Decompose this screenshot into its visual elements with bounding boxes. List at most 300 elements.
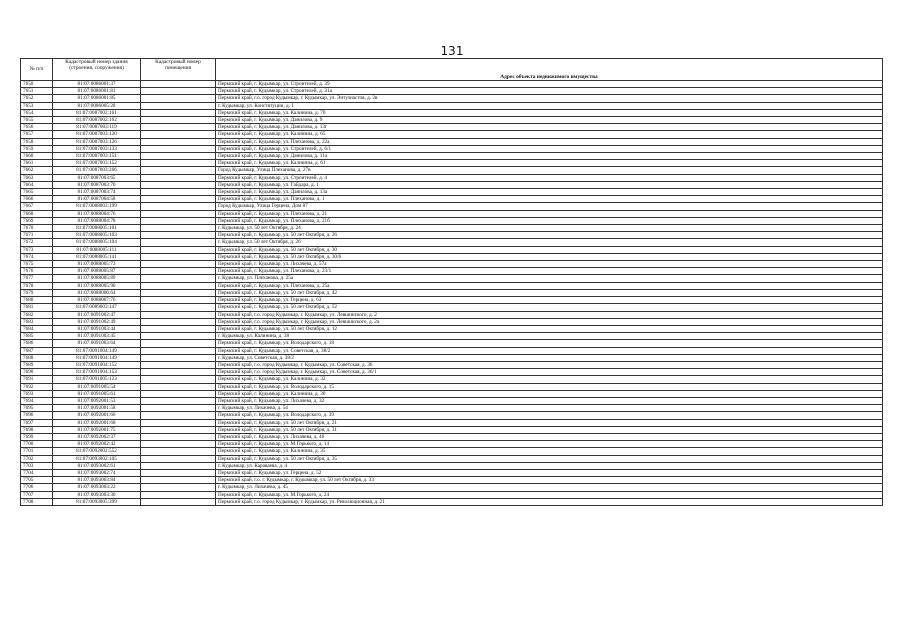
kadastr-premise-cell bbox=[141, 189, 216, 196]
table-row bbox=[21, 138, 883, 145]
address-cell: Пермский край, г. Кудымкар, ул. Володарского, д. 18 bbox=[216, 340, 883, 347]
row-number-cell: 7670 bbox=[21, 225, 53, 232]
table-row bbox=[21, 433, 883, 440]
table-row bbox=[21, 196, 883, 203]
address-cell: Пермский край, г. Кудымкар, ул. 50 лет Октября, д. 12 bbox=[216, 325, 883, 332]
kadastr-premise-cell bbox=[141, 253, 216, 260]
kadastr-premise-cell bbox=[141, 131, 216, 138]
address-cell: Пермский край, г. Кудымкар, ул. Плеханова, д. 25а bbox=[216, 282, 883, 289]
kadastr-premise-cell bbox=[141, 81, 216, 88]
table-row bbox=[21, 412, 883, 419]
kadastr-building-cell: 81:07:0091005:123 bbox=[53, 376, 141, 383]
table-row bbox=[21, 441, 883, 448]
row-number-cell: 7696 bbox=[21, 412, 53, 419]
kadastr-building-cell: 81:07:0091003:45 bbox=[53, 333, 141, 340]
kadastr-premise-cell bbox=[141, 239, 216, 246]
row-number-cell: 7671 bbox=[21, 232, 53, 239]
address-cell: Пермский край, г.о. город Кудымкар, г. Кудымкар, ул. Энтузиастов, д. 2в bbox=[216, 95, 883, 102]
table-row bbox=[21, 455, 883, 462]
table-row bbox=[21, 311, 883, 318]
table-row bbox=[21, 102, 883, 109]
kadastr-premise-cell bbox=[141, 469, 216, 476]
row-number-cell: 7684 bbox=[21, 325, 53, 332]
row-number-cell: 7678 bbox=[21, 282, 53, 289]
kadastr-building-cell: 81:07:0088005:104 bbox=[53, 239, 141, 246]
address-cell: Пермский край, г. Кудымкар, ул. Данилова, д. 13г bbox=[216, 124, 883, 131]
kadastr-premise-cell bbox=[141, 117, 216, 124]
address-cell: Пермский край, г. Кудымкар, ул. Калинина, д. 65 bbox=[216, 131, 883, 138]
kadastr-premise-cell bbox=[141, 304, 216, 311]
address-cell: Пермский край, г. Кудымкар, ул. 50 лет Октября, д. 26 bbox=[216, 232, 883, 239]
table-row bbox=[21, 189, 883, 196]
table-row bbox=[21, 498, 883, 505]
table-row bbox=[21, 340, 883, 347]
kadastr-premise-cell bbox=[141, 462, 216, 469]
kadastr-building-cell: 81:07:0093005:399 bbox=[53, 498, 141, 505]
row-number-cell: 7701 bbox=[21, 448, 53, 455]
kadastr-building-cell: 81:07:0093002:74 bbox=[53, 469, 141, 476]
row-number-cell: 7683 bbox=[21, 318, 53, 325]
kadastr-building-cell: 81:07:0093002:61 bbox=[53, 462, 141, 469]
kadastr-premise-cell bbox=[141, 433, 216, 440]
row-number-cell: 7697 bbox=[21, 419, 53, 426]
address-cell: Пермский край, г.о. город Кудымкар, г. Кудымкар, ул. Советская, д. 36/1 bbox=[216, 369, 883, 376]
row-number-cell: 7661 bbox=[21, 160, 53, 167]
document-body bbox=[20, 58, 882, 506]
kadastr-building-cell: 81:07:0088003:199 bbox=[53, 203, 141, 210]
kadastr-building-cell: 81:07:0087002:162 bbox=[53, 117, 141, 124]
table-row bbox=[21, 318, 883, 325]
table-row bbox=[21, 217, 883, 224]
table-row bbox=[21, 109, 883, 116]
kadastr-premise-cell bbox=[141, 311, 216, 318]
kadastr-premise-cell bbox=[141, 203, 216, 210]
table-row bbox=[21, 390, 883, 397]
row-number-cell: 7702 bbox=[21, 455, 53, 462]
property-table bbox=[20, 58, 883, 506]
address-cell: Пермский край, г. Кудымкар, ул. Калинина, д. 70 bbox=[216, 109, 883, 116]
kadastr-premise-cell bbox=[141, 196, 216, 203]
row-number-cell: 7673 bbox=[21, 246, 53, 253]
row-number-cell: 7706 bbox=[21, 484, 53, 491]
kadastr-premise-cell bbox=[141, 275, 216, 282]
table-row bbox=[21, 469, 883, 476]
kadastr-building-cell: 81:07:0091004:152 bbox=[53, 361, 141, 368]
kadastr-building-cell: 81:07:0093003:84 bbox=[53, 477, 141, 484]
address-cell: Пермский край, г. Кудымкар, ул. М.Горького, д. 14 bbox=[216, 441, 883, 448]
kadastr-premise-cell bbox=[141, 225, 216, 232]
kadastr-building-cell: 81:07:0091003:64 bbox=[53, 340, 141, 347]
row-number-cell: 7676 bbox=[21, 268, 53, 275]
address-cell: Пермский край, г. Кудымкар, ул. Калинина, д. 32 bbox=[216, 376, 883, 383]
kadastr-building-cell: 81:07:0092001:66 bbox=[53, 412, 141, 419]
header-address: Адрес объекта недвижимого имущества bbox=[216, 59, 883, 81]
address-cell: Пермский край, г. Кудымкар, ул. Плеханова, д. 23/1 bbox=[216, 268, 883, 275]
row-number-cell: 7689 bbox=[21, 361, 53, 368]
kadastr-building-cell: 81:07:0093002:105 bbox=[53, 455, 141, 462]
row-number-cell: 7658 bbox=[21, 138, 53, 145]
table-row bbox=[21, 246, 883, 253]
kadastr-building-cell: 81:07:0093003:22 bbox=[53, 484, 141, 491]
kadastr-building-cell: 81:07:0088004:78 bbox=[53, 217, 141, 224]
kadastr-building-cell: 81:07:0086005:28 bbox=[53, 102, 141, 109]
kadastr-building-cell: 81:07:0091002:49 bbox=[53, 318, 141, 325]
kadastr-building-cell: 81:07:0091005:61 bbox=[53, 390, 141, 397]
table-row bbox=[21, 491, 883, 498]
table-row bbox=[21, 160, 883, 167]
row-number-cell: 7682 bbox=[21, 311, 53, 318]
table-row bbox=[21, 347, 883, 354]
address-cell: Пермский край, г. Кудымкар, ул. Плеханова, д. 22а bbox=[216, 138, 883, 145]
kadastr-building-cell: 81:07:0088005:103 bbox=[53, 232, 141, 239]
kadastr-premise-cell bbox=[141, 498, 216, 505]
address-cell: Пермский край, г.о. г. Кудымкар, г. Кудымкар, ул. 50 лет Октября, д. 33 bbox=[216, 477, 883, 484]
row-number-cell: 7653 bbox=[21, 102, 53, 109]
row-number-cell: 7694 bbox=[21, 397, 53, 404]
table-row bbox=[21, 88, 883, 95]
table-row bbox=[21, 397, 883, 404]
address-cell: Пермский край, г. Кудымкар, ул. 50 лет Октября, д. 30 bbox=[216, 246, 883, 253]
table-row bbox=[21, 405, 883, 412]
address-cell: Пермский край, г. Кудымкар, ул. 50 лет Октября, д. 35 bbox=[216, 455, 883, 462]
kadastr-premise-cell bbox=[141, 419, 216, 426]
address-cell: Пермский край, г. Кудымкар, ул. Плеханова, д. 21 bbox=[216, 210, 883, 217]
address-cell: г. Кудымкар, ул. Лихачева, д. 54 bbox=[216, 405, 883, 412]
row-number-cell: 7663 bbox=[21, 174, 53, 181]
kadastr-premise-cell bbox=[141, 217, 216, 224]
kadastr-building-cell: 81:07:0087003:266 bbox=[53, 167, 141, 174]
kadastr-premise-cell bbox=[141, 397, 216, 404]
table-body bbox=[21, 81, 883, 506]
address-cell: Пермский край, г. Кудымкар, ул. Данилова, д. 9 bbox=[216, 117, 883, 124]
kadastr-premise-cell bbox=[141, 484, 216, 491]
address-cell: г. Кудымкар, ул. Советская, д. 38/2 bbox=[216, 354, 883, 361]
kadastr-building-cell: 81:07:0086001:81 bbox=[53, 88, 141, 95]
table-row bbox=[21, 268, 883, 275]
kadastr-premise-cell bbox=[141, 153, 216, 160]
address-cell: Пермский край, г. Кудымкар, ул. 50 лет Октября, д. 31 bbox=[216, 426, 883, 433]
kadastr-premise-cell bbox=[141, 124, 216, 131]
row-number-cell: 7674 bbox=[21, 253, 53, 260]
row-number-cell: 7705 bbox=[21, 477, 53, 484]
table-row bbox=[21, 117, 883, 124]
address-cell: Пермский край, г. Кудымкар, ул. Строителей, д. 39 bbox=[216, 81, 883, 88]
kadastr-building-cell: 81:07:0088005:73 bbox=[53, 261, 141, 268]
kadastr-premise-cell bbox=[141, 376, 216, 383]
row-number-cell: 7688 bbox=[21, 354, 53, 361]
address-cell: Пермский край, г. Кудымкар, ул. М.Горького, д. 24 bbox=[216, 491, 883, 498]
address-cell: г. Кудымкар, ул. Караваева, д. 4 bbox=[216, 462, 883, 469]
kadastr-building-cell: 81:07:0088005:90 bbox=[53, 282, 141, 289]
kadastr-premise-cell bbox=[141, 289, 216, 296]
row-number-cell: 7686 bbox=[21, 340, 53, 347]
address-cell: Пермский край, г. Кудымкар, ул. 50 лет Октября, д. 30/6 bbox=[216, 253, 883, 260]
table-row bbox=[21, 325, 883, 332]
kadastr-building-cell: 81:07:0087003:126 bbox=[53, 138, 141, 145]
address-cell: г. Кудымкар, ул. 50 лет Октября, д. 24 bbox=[216, 225, 883, 232]
address-cell: Город Кудымкар, Улица Плеханова, д. 27в bbox=[216, 167, 883, 174]
row-number-cell: 7667 bbox=[21, 203, 53, 210]
table-row bbox=[21, 225, 883, 232]
kadastr-building-cell: 81:07:0087003:133 bbox=[53, 145, 141, 152]
address-cell: Пермский край, г. Кудымкар, ул. Лихачева, д. 57а bbox=[216, 261, 883, 268]
row-number-cell: 7659 bbox=[21, 145, 53, 152]
address-cell: Пермский край, г. Кудымкар, ул. Герцена, д. 52 bbox=[216, 469, 883, 476]
table-row bbox=[21, 181, 883, 188]
table-row bbox=[21, 232, 883, 239]
row-number-cell: 7679 bbox=[21, 289, 53, 296]
address-cell: Пермский край, г. Кудымкар, ул. Герцена, д. 63 bbox=[216, 297, 883, 304]
kadastr-premise-cell bbox=[141, 426, 216, 433]
row-number-cell: 7708 bbox=[21, 498, 53, 505]
kadastr-building-cell: 81:07:0087004:58 bbox=[53, 196, 141, 203]
kadastr-building-cell: 81:07:0091005:54 bbox=[53, 383, 141, 390]
address-cell: г. Кудымкар, ул. Плеханова, д. 25а bbox=[216, 275, 883, 282]
header-kadastr-premise: Кадастровый номер помещения bbox=[141, 59, 216, 81]
address-cell: Пермский край, г. Кудымкар, ул. Плеханова, д. 1 bbox=[216, 196, 883, 203]
kadastr-premise-cell bbox=[141, 174, 216, 181]
kadastr-building-cell: 81:07:0089003:147 bbox=[53, 304, 141, 311]
header-kadastr-building: Кадастровый номер здания (строения, сооружения) bbox=[53, 59, 141, 81]
kadastr-premise-cell bbox=[141, 145, 216, 152]
table-row bbox=[21, 448, 883, 455]
page-number: 131 bbox=[440, 44, 464, 58]
address-cell: г. Кудымкар, ул. 50 лет Октября, д. 26 bbox=[216, 239, 883, 246]
kadastr-premise-cell bbox=[141, 325, 216, 332]
table-row bbox=[21, 426, 883, 433]
kadastr-premise-cell bbox=[141, 448, 216, 455]
table-row bbox=[21, 462, 883, 469]
kadastr-building-cell: 81:07:0087003:65 bbox=[53, 174, 141, 181]
table-header-row bbox=[21, 59, 883, 81]
kadastr-building-cell: 81:07:0088004:76 bbox=[53, 210, 141, 217]
table-row bbox=[21, 383, 883, 390]
table-row bbox=[21, 297, 883, 304]
kadastr-premise-cell bbox=[141, 333, 216, 340]
kadastr-building-cell: 81:07:0092001:53 bbox=[53, 397, 141, 404]
header-number: № п/п bbox=[21, 59, 53, 81]
address-cell: Пермский край, г. Кудымкар, ул. Советская, д. 38/2 bbox=[216, 347, 883, 354]
row-number-cell: 7668 bbox=[21, 210, 53, 217]
row-number-cell: 7695 bbox=[21, 405, 53, 412]
address-cell: Пермский край, г. Кудымкар, ул. Лихачева, д. 32 bbox=[216, 397, 883, 404]
address-cell: г. Кудымкар, ул. Калинина, д. 38 bbox=[216, 333, 883, 340]
row-number-cell: 7652 bbox=[21, 95, 53, 102]
table-row bbox=[21, 153, 883, 160]
table-row bbox=[21, 203, 883, 210]
row-number-cell: 7692 bbox=[21, 383, 53, 390]
address-cell: Пермский край, г. Кудымкар, ул. Калинина, д. 35 bbox=[216, 448, 883, 455]
row-number-cell: 7680 bbox=[21, 297, 53, 304]
address-cell: Пермский край, г. Кудымкар, ул. Строителей, д. 4 bbox=[216, 174, 883, 181]
kadastr-premise-cell bbox=[141, 268, 216, 275]
row-number-cell: 7672 bbox=[21, 239, 53, 246]
kadastr-premise-cell bbox=[141, 246, 216, 253]
kadastr-building-cell: 81:07:0091004:149 bbox=[53, 354, 141, 361]
kadastr-premise-cell bbox=[141, 383, 216, 390]
address-cell: Пермский край, г. Кудымкар, ул. 50 лет Октября, д. 42 bbox=[216, 289, 883, 296]
kadastr-building-cell: 81:07:0086001:85 bbox=[53, 95, 141, 102]
row-number-cell: 7666 bbox=[21, 196, 53, 203]
kadastr-building-cell: 81:07:0092002:552 bbox=[53, 448, 141, 455]
kadastr-building-cell: 81:07:0088005:87 bbox=[53, 268, 141, 275]
kadastr-premise-cell bbox=[141, 282, 216, 289]
table-row bbox=[21, 361, 883, 368]
row-number-cell: 7654 bbox=[21, 109, 53, 116]
kadastr-building-cell: 81:07:0092001:58 bbox=[53, 405, 141, 412]
kadastr-building-cell: 81:07:0092001:75 bbox=[53, 426, 141, 433]
address-cell: Пермский край, г. Кудымкар, ул. Плеханова, д. 21б bbox=[216, 217, 883, 224]
address-cell: Пермский край, г. Кудымкар, ул. Калинина, д. 61 bbox=[216, 160, 883, 167]
kadastr-building-cell: 81:07:0091004:149 bbox=[53, 347, 141, 354]
kadastr-building-cell: 81:07:0087003:152 bbox=[53, 160, 141, 167]
row-number-cell: 7656 bbox=[21, 124, 53, 131]
kadastr-building-cell: 81:07:0093003:30 bbox=[53, 491, 141, 498]
address-cell: Пермский край, г. Кудымкар, ул. 50 лет Октября, д. 52 bbox=[216, 304, 883, 311]
row-number-cell: 7691 bbox=[21, 376, 53, 383]
row-number-cell: 7665 bbox=[21, 189, 53, 196]
address-cell: Пермский край, г. Кудымкар, ул. Строителей, д. 31а bbox=[216, 88, 883, 95]
table-row bbox=[21, 484, 883, 491]
row-number-cell: 7690 bbox=[21, 369, 53, 376]
kadastr-building-cell: 81:07:0086001:37 bbox=[53, 81, 141, 88]
kadastr-premise-cell bbox=[141, 95, 216, 102]
table-row bbox=[21, 95, 883, 102]
kadastr-building-cell: 81:07:0091002:47 bbox=[53, 311, 141, 318]
kadastr-premise-cell bbox=[141, 297, 216, 304]
kadastr-building-cell: 81:07:0088005:111 bbox=[53, 246, 141, 253]
row-number-cell: 7698 bbox=[21, 426, 53, 433]
table-row bbox=[21, 239, 883, 246]
kadastr-premise-cell bbox=[141, 232, 216, 239]
row-number-cell: 7650 bbox=[21, 81, 53, 88]
kadastr-premise-cell bbox=[141, 167, 216, 174]
kadastr-building-cell: 81:07:0088006:64 bbox=[53, 289, 141, 296]
kadastr-building-cell: 81:07:0087003:74 bbox=[53, 189, 141, 196]
kadastr-premise-cell bbox=[141, 340, 216, 347]
row-number-cell: 7669 bbox=[21, 217, 53, 224]
address-cell: Пермский край, г. Кудымкар, ул. Калинина, д. 30 bbox=[216, 390, 883, 397]
table-row bbox=[21, 253, 883, 260]
row-number-cell: 7651 bbox=[21, 88, 53, 95]
address-cell: Пермский край, г. Кудымкар, ул. 50 лет Октября, д. 21 bbox=[216, 419, 883, 426]
kadastr-building-cell: 81:07:0092001:68 bbox=[53, 419, 141, 426]
kadastr-premise-cell bbox=[141, 455, 216, 462]
address-cell: Пермский край, г. Кудымкар, ул. Данилова, д. 11а bbox=[216, 153, 883, 160]
row-number-cell: 7677 bbox=[21, 275, 53, 282]
table-row bbox=[21, 174, 883, 181]
kadastr-building-cell: 81:07:0088005:89 bbox=[53, 275, 141, 282]
table-row bbox=[21, 333, 883, 340]
kadastr-premise-cell bbox=[141, 102, 216, 109]
kadastr-building-cell: 81:07:0087003:70 bbox=[53, 181, 141, 188]
table-row bbox=[21, 261, 883, 268]
address-cell: Пермский край, г.о. город Кудымкар, г. Кудымкар, ул. Левшинского, д. 2а bbox=[216, 318, 883, 325]
table-row bbox=[21, 376, 883, 383]
row-number-cell: 7681 bbox=[21, 304, 53, 311]
table-row bbox=[21, 275, 883, 282]
kadastr-premise-cell bbox=[141, 405, 216, 412]
table-row bbox=[21, 354, 883, 361]
kadastr-building-cell: 81:07:0087003:119 bbox=[53, 124, 141, 131]
kadastr-premise-cell bbox=[141, 160, 216, 167]
address-cell: Пермский край, г.о. город Кудымкар, г. Кудымкар, ул. Революционная, д. 21 bbox=[216, 498, 883, 505]
address-cell: г. Кудымкар, ул. Конституции, д. 1 bbox=[216, 102, 883, 109]
address-cell: Пермский край, г. Кудымкар, ул. Лихачева, д. 46 bbox=[216, 433, 883, 440]
kadastr-building-cell: 81:07:0087003:120 bbox=[53, 131, 141, 138]
row-number-cell: 7655 bbox=[21, 117, 53, 124]
kadastr-building-cell: 81:07:0087002:161 bbox=[53, 109, 141, 116]
address-cell: Пермский край, г. Кудымкар, ул. Строителей, д. 6/1 bbox=[216, 145, 883, 152]
row-number-cell: 7703 bbox=[21, 462, 53, 469]
kadastr-premise-cell bbox=[141, 347, 216, 354]
table-row bbox=[21, 289, 883, 296]
kadastr-premise-cell bbox=[141, 390, 216, 397]
table-row bbox=[21, 477, 883, 484]
row-number-cell: 7657 bbox=[21, 131, 53, 138]
row-number-cell: 7693 bbox=[21, 390, 53, 397]
address-cell: Пермский край, г.о. город Кудымкар, г. Кудымкар, ул. Советская, д. 36 bbox=[216, 361, 883, 368]
kadastr-premise-cell bbox=[141, 318, 216, 325]
kadastr-building-cell: 81:07:0088005:141 bbox=[53, 253, 141, 260]
row-number-cell: 7664 bbox=[21, 181, 53, 188]
kadastr-premise-cell bbox=[141, 261, 216, 268]
table-row bbox=[21, 131, 883, 138]
kadastr-premise-cell bbox=[141, 441, 216, 448]
kadastr-premise-cell bbox=[141, 210, 216, 217]
table-row bbox=[21, 81, 883, 88]
kadastr-premise-cell bbox=[141, 181, 216, 188]
table-row bbox=[21, 304, 883, 311]
kadastr-premise-cell bbox=[141, 412, 216, 419]
kadastr-premise-cell bbox=[141, 369, 216, 376]
address-cell: Пермский край, г. Кудымкар, ул. Володарского, д. 15 bbox=[216, 383, 883, 390]
kadastr-premise-cell bbox=[141, 138, 216, 145]
kadastr-premise-cell bbox=[141, 354, 216, 361]
kadastr-premise-cell bbox=[141, 88, 216, 95]
kadastr-building-cell: 81:07:0091003:44 bbox=[53, 325, 141, 332]
row-number-cell: 7662 bbox=[21, 167, 53, 174]
row-number-cell: 7685 bbox=[21, 333, 53, 340]
kadastr-building-cell: 81:07:0092002:37 bbox=[53, 433, 141, 440]
kadastr-premise-cell bbox=[141, 361, 216, 368]
row-number-cell: 7675 bbox=[21, 261, 53, 268]
row-number-cell: 7700 bbox=[21, 441, 53, 448]
row-number-cell: 7707 bbox=[21, 491, 53, 498]
row-number-cell: 7699 bbox=[21, 433, 53, 440]
table-row bbox=[21, 145, 883, 152]
kadastr-premise-cell bbox=[141, 477, 216, 484]
address-cell: Пермский край, г. Кудымкар, ул. Данилова, д. 13а bbox=[216, 189, 883, 196]
table-row bbox=[21, 210, 883, 217]
row-number-cell: 7660 bbox=[21, 153, 53, 160]
kadastr-building-cell: 81:07:0091004:153 bbox=[53, 369, 141, 376]
row-number-cell: 7687 bbox=[21, 347, 53, 354]
address-cell: Город Кудымкар, Улица Герцена, Дом 87 bbox=[216, 203, 883, 210]
kadastr-building-cell: 81:07:0087003:151 bbox=[53, 153, 141, 160]
table-row bbox=[21, 282, 883, 289]
address-cell: Пермский край, г. Кудымкар, ул. Гайдара, д. 1 bbox=[216, 181, 883, 188]
kadastr-building-cell: 81:07:0088005:101 bbox=[53, 225, 141, 232]
address-cell: Пермский край, г. Кудымкар, ул. Володарского, д. 39 bbox=[216, 412, 883, 419]
row-number-cell: 7704 bbox=[21, 469, 53, 476]
table-row bbox=[21, 369, 883, 376]
kadastr-premise-cell bbox=[141, 109, 216, 116]
address-cell: Пермский край, г.о. город Кудымкар, г. Кудымкар, ул. Левшинского, д. 2 bbox=[216, 311, 883, 318]
kadastr-building-cell: 81:07:0092002:42 bbox=[53, 441, 141, 448]
table-row bbox=[21, 124, 883, 131]
table-row bbox=[21, 419, 883, 426]
